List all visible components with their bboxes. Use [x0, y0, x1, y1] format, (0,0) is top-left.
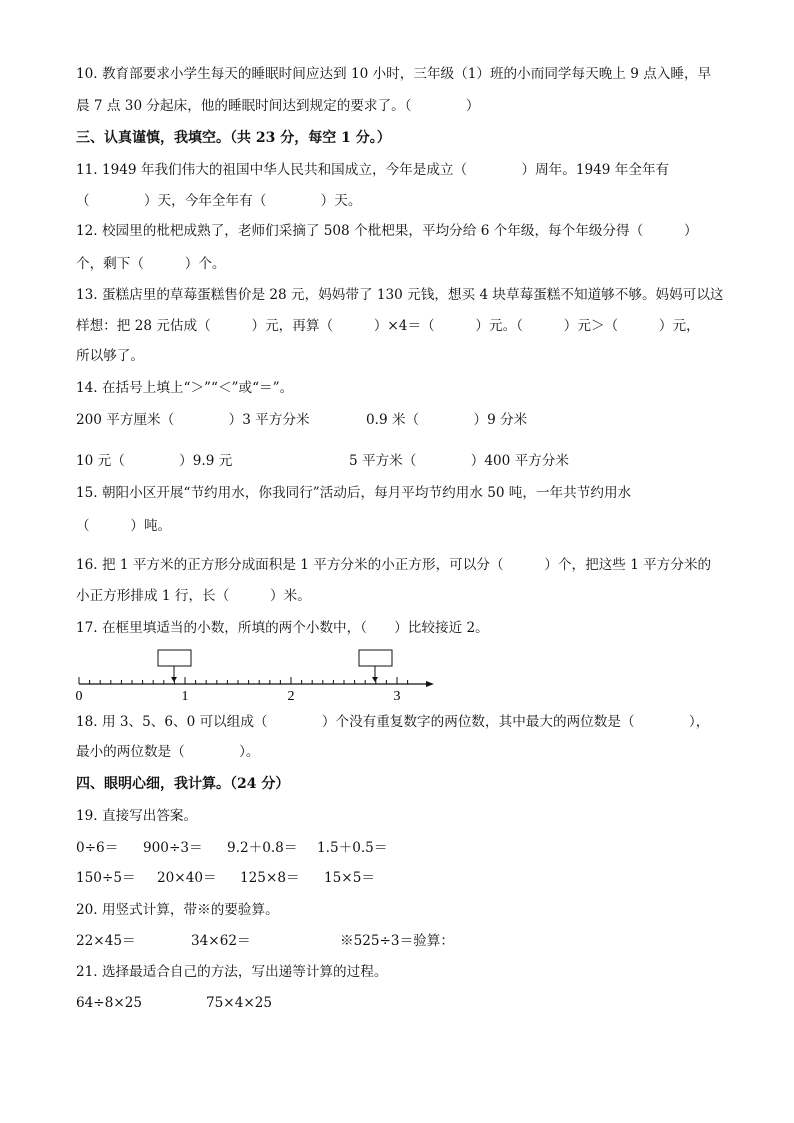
q21-item-2: 75×4×25 — [206, 995, 273, 1011]
q19-title: 19. 直接写出答案。 — [76, 808, 198, 824]
q19-r2-c4: 15×5＝ — [324, 870, 375, 886]
section3-heading: 三、认真谨慎，我填空。（共 23 分，每空 1 分。） — [76, 130, 391, 146]
q19-r1-c3: 9.2＋0.8＝ — [227, 840, 298, 856]
q12-line2: 个，剩下（ ）个。 — [76, 256, 226, 272]
q19-r2-c1: 150÷5＝ — [76, 870, 136, 886]
q19-r2-c3: 125×8＝ — [240, 870, 300, 886]
q10-line1: 10. 教育部要求小学生每天的睡眠时间应达到 10 小时，三年级（1）班的小而同学每天晚上 9 点入睡，早 — [76, 66, 712, 82]
answer-box-1[interactable] — [158, 650, 191, 666]
q14-item-c: 10 元（ ）9.9 元 — [76, 453, 233, 469]
number-line-figure — [70, 644, 440, 704]
q18-line2: 最小的两位数是（ ）。 — [76, 744, 260, 760]
q15-line1: 15. 朝阳小区开展“节约用水，你我同行”活动后，每月平均节约用水 50 吨，一年共节约用水 — [76, 485, 632, 501]
q14-item-a: 200 平方厘米（ ）3 平方分米 — [76, 412, 310, 428]
q19-r1-c4: 1.5＋0.5＝ — [317, 840, 388, 856]
q18-line1: 18. 用 3、5、6、0 可以组成（ ）个没有重复数字的两位数，其中最大的两位数是（ ）， — [76, 714, 710, 730]
q14-item-d: 5 平方米（ ）400 平方分米 — [349, 453, 569, 469]
q20-item-2: 34×62＝ — [191, 933, 251, 949]
tick-label-1: 1 — [181, 689, 189, 704]
number-line-arrow — [426, 681, 434, 687]
q16-line2: 小正方形排成 1 行，长（ ）米。 — [76, 588, 311, 604]
q19-r1-c1: 0÷6＝ — [76, 840, 119, 856]
q17-line1: 17. 在框里填适当的小数，所填的两个小数中，（ ）比较接近 2。 — [76, 620, 489, 636]
tick-label-3: 3 — [393, 689, 401, 704]
q19-r2-c2: 20×40＝ — [157, 870, 217, 886]
q16-line1: 16. 把 1 平方米的正方形分成面积是 1 平方分米的小正方形，可以分（ ）个，把这些 1 平方分米的 — [76, 557, 712, 573]
q21-title: 21. 选择最适合自己的方法，写出递等计算的过程。 — [76, 964, 388, 980]
q13-line3: 所以够了。 — [76, 348, 144, 364]
q15-line2: （ ）吨。 — [76, 518, 172, 534]
q20-title: 20. 用竖式计算，带※的要验算。 — [76, 902, 279, 918]
q11-line2: （ ）天，今年全年有（ ）天。 — [76, 193, 362, 209]
q21-item-1: 64÷8×25 — [76, 995, 143, 1011]
tick-label-0: 0 — [75, 689, 83, 704]
q13-line2: 样想：把 28 元估成（ ）元，再算（ ）×4＝（ ）元。（ ）元＞（ ）元， — [76, 318, 700, 334]
number-line-ticks — [79, 677, 408, 684]
tick-label-2: 2 — [287, 689, 295, 704]
q10-line2: 晨 7 点 30 分起床，他的睡眠时间达到规定的要求了。（ ） — [76, 98, 480, 114]
q11-line1: 11. 1949 年我们伟大的祖国中华人民共和国成立，今年是成立（ ）周年。1949 年全年有 — [76, 162, 670, 178]
q13-line1: 13. 蛋糕店里的草莓蛋糕售价是 28 元，妈妈带了 130 元钱，想买 4 块草莓蛋糕不知道够不够。妈妈可以这 — [76, 287, 724, 303]
answer-box-2-arrowhead — [372, 677, 378, 682]
q19-r1-c2: 900÷3＝ — [143, 840, 203, 856]
answer-box-2[interactable] — [359, 650, 392, 666]
section4-heading: 四、眼明心细，我计算。（24 分） — [76, 776, 290, 792]
q20-item-3: ※525÷3＝验算： — [340, 933, 454, 949]
q12-line1: 12. 校园里的枇杷成熟了，老师们采摘了 508 个枇杷果，平均分给 6 个年级，每个年级分得（ ） — [76, 223, 698, 239]
q14-title: 14. 在括号上填上“＞”“＜”或“＝”。 — [76, 380, 294, 396]
q14-item-b: 0.9 米（ ）9 分米 — [366, 412, 528, 428]
q20-item-1: 22×45＝ — [76, 933, 136, 949]
